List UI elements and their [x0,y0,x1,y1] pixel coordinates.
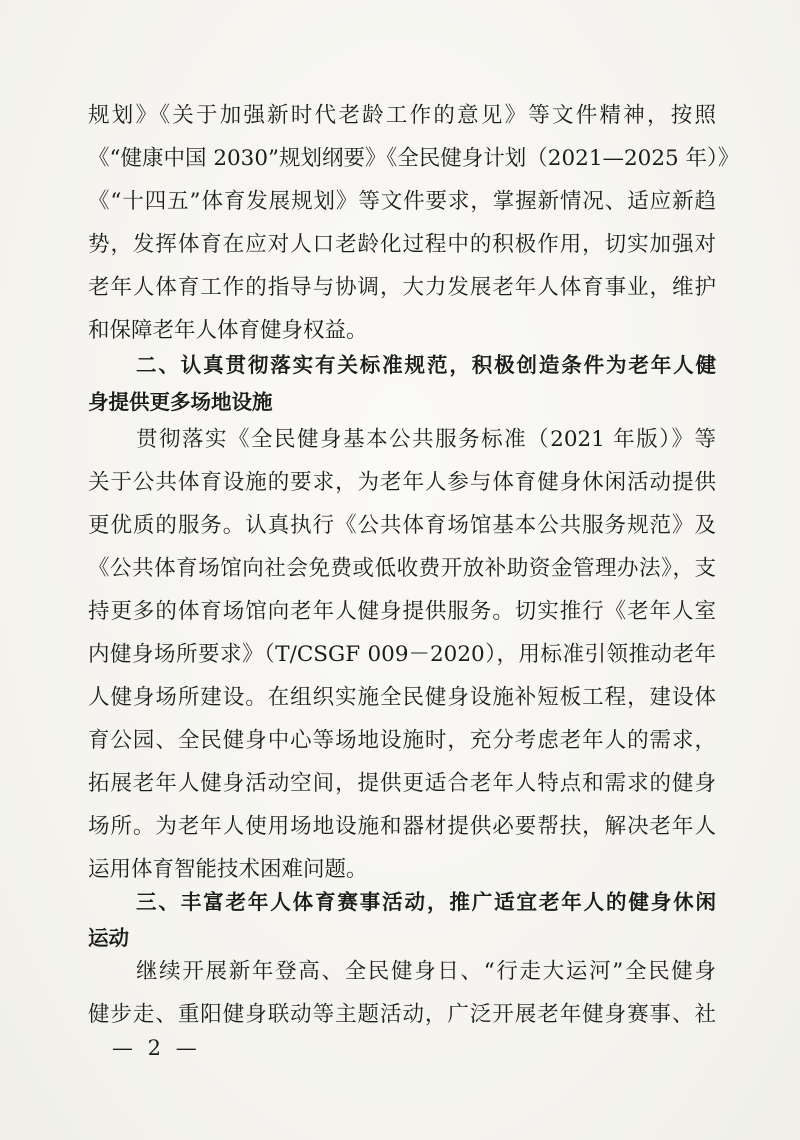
body-line: 《公共体育场馆向社会免费或低收费开放补助资金管理办法》，支 [88,556,716,581]
body-line: 势，发挥体育在应对人口老龄化过程中的积极作用，切实加强对 [88,232,716,257]
section-heading: 三、丰富老年人体育赛事活动，推广适宜老年人的健身休闲 [136,890,716,914]
body-line: 场所。为老年人使用场地设施和器材提供必要帮扶，解决老年人 [88,814,716,839]
body-line: 老年人体育工作的指导与协调，大力发展老年人体育事业，维护 [88,275,716,300]
body-line: 继续开展新年登高、全民健身日、“行走大运河”全民健身 [136,959,716,984]
body-line: 关于公共体育设施的要求，为老年人参与体育健身休闲活动提供 [88,470,716,495]
body-line: 持更多的体育场馆向老年人健身提供服务。切实推行《老年人室 [88,599,716,624]
body-line: 贯彻落实《全民健身基本公共服务标准（2021 年版）》等 [136,427,716,452]
body-line: 和保障老年人体育健身权益。 [88,318,368,343]
section-heading: 二、认真贯彻落实有关标准规范，积极创造条件为老年人健 [136,353,716,377]
body-line: 更优质的服务。认真执行《公共体育场馆基本公共服务规范》及 [88,513,716,538]
body-line: 育公园、全民健身中心等场地设施时，充分考虑老年人的需求， [88,728,716,753]
body-line: 内健身场所要求》（T/CSGF 009－2020），用标准引领推动老年 [88,642,716,667]
body-line: 运用体育智能技术困难问题。 [88,857,368,882]
body-line: 拓展老年人健身活动空间，提供更适合老年人特点和需求的健身 [88,771,716,796]
page-number: — 2 — [112,1036,201,1060]
section-heading: 身提供更多场地设施 [88,390,273,414]
body-line: 健步走、重阳健身联动等主题活动，广泛开展老年健身赛事、社 [88,1002,716,1027]
body-line: 《“健康中国 2030”规划纲要》《全民健身计划（2021—2025 年）》 [88,146,740,171]
body-line: 《“十四五”体育发展规划》等文件要求，掌握新情况、适应新趋 [88,189,716,214]
body-line: 人健身场所建设。在组织实施全民健身设施补短板工程，建设体 [88,685,716,710]
section-heading: 运动 [88,926,129,950]
body-line: 规划》《关于加强新时代老龄工作的意见》等文件精神，按照 [88,103,716,128]
